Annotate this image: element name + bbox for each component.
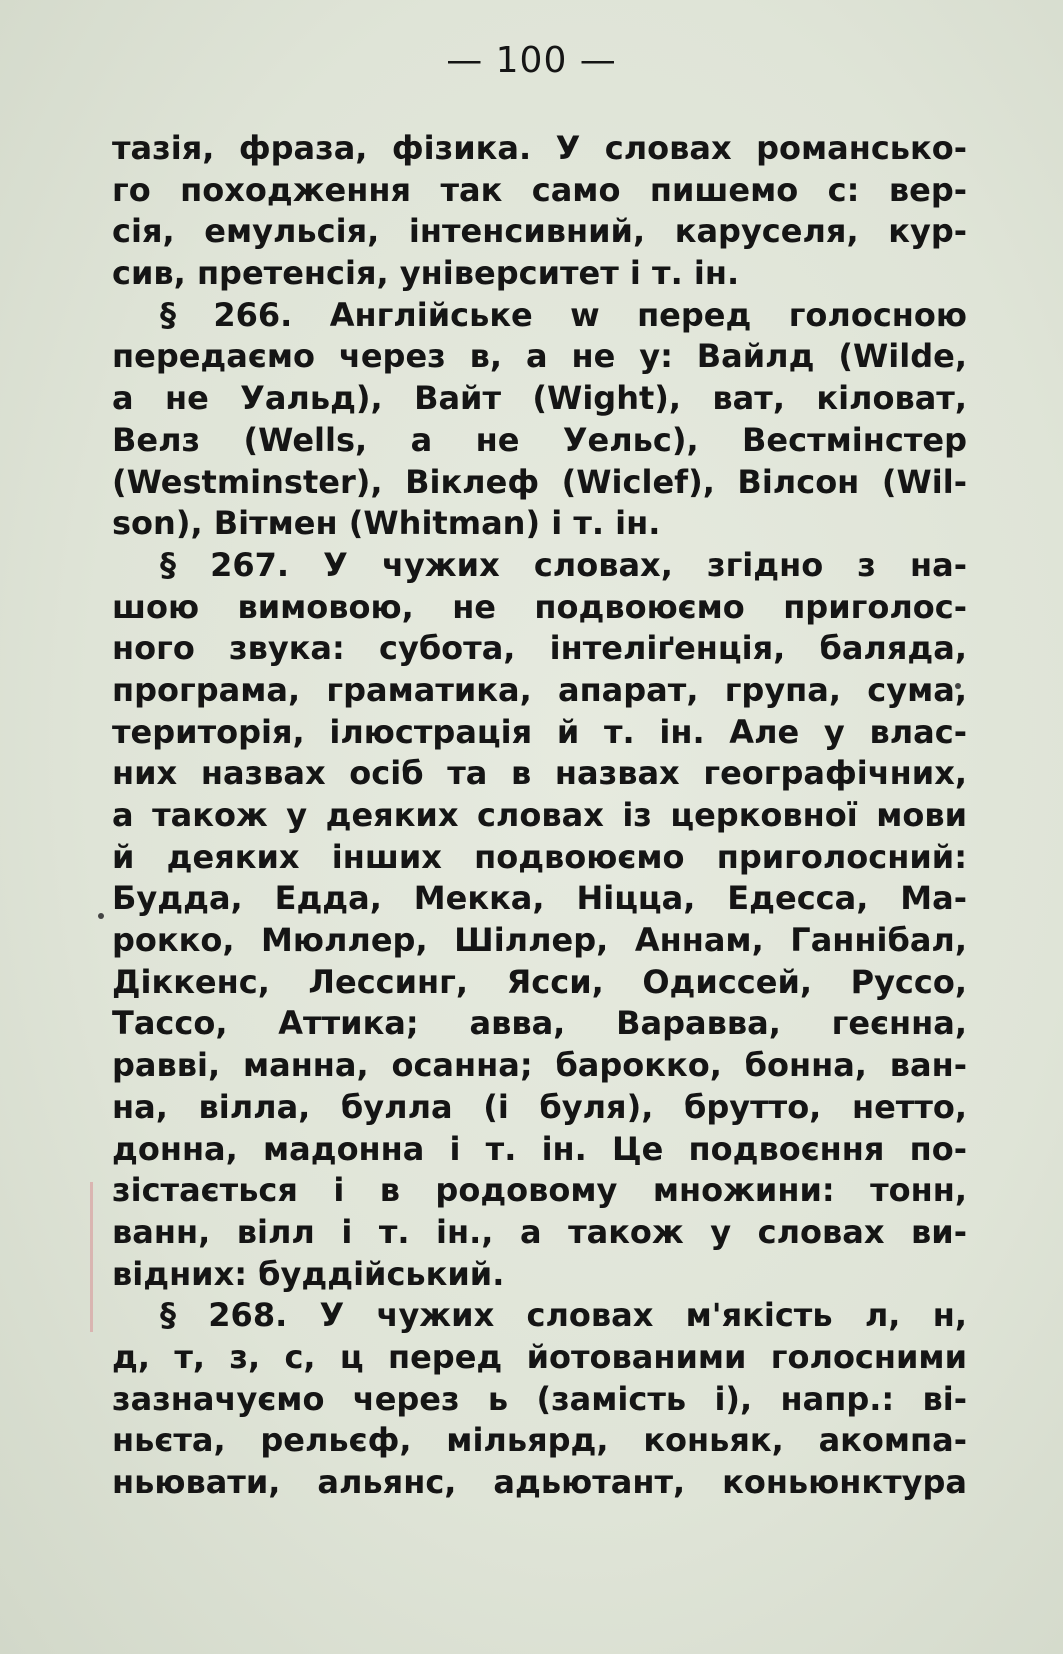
text-line: тазія, фраза, фізика. У словах романсько- bbox=[112, 129, 967, 167]
text-line: зазначуємо через ь (замість і), напр.: ві- bbox=[112, 1379, 967, 1418]
text-line: сив, претенсія, університет і т. ін. bbox=[112, 254, 740, 293]
section-266-heading: § 266. Англійське w перед голосною bbox=[160, 295, 967, 334]
text-line: Будда, Едда, Мекка, Ніцца, Едесса, Ма- bbox=[112, 879, 967, 918]
text-line: ванн, вілл і т. ін., а також у словах ви- bbox=[112, 1212, 967, 1251]
text-line: донна, мадонна і т. ін. Це подвоєння по- bbox=[112, 1129, 967, 1168]
text-line: сія, емульсія, інтенсивний, каруселя, кур- bbox=[112, 212, 967, 251]
text-line: ньювати, альянс, адьютант, коньюнктура bbox=[112, 1463, 967, 1501]
text-line: ного звука: субота, інтеліґенція, баляда, bbox=[112, 629, 967, 668]
text-line: відних: буддійський. bbox=[112, 1254, 505, 1293]
section-267-heading: § 267. У чужих словах, згідно з на- bbox=[160, 545, 967, 584]
text-line: Велз (Wells, а не Уельс), Вестмінстер bbox=[112, 420, 967, 459]
text-line: ньєта, рельєф, мільярд, коньяк, акомпа- bbox=[112, 1421, 967, 1460]
text-line: (Westminster), Віклеф (Wiclef), Вілсон (Wil- bbox=[112, 462, 967, 501]
text-line: передаємо через в, а не у: Вайлд (Wilde, bbox=[112, 337, 967, 376]
text-line: програма, граматика, апарат, група, сума, bbox=[112, 670, 967, 709]
text-line: а не Уальд), Вайт (Wight), ват, кіловат, bbox=[112, 379, 967, 418]
text-line: рокко, Мюллер, Шіллер, Аннам, Ганнібал, bbox=[112, 921, 967, 960]
text-line: а також у деяких словах із церковної мови bbox=[112, 796, 967, 834]
page-number: — 100 — bbox=[446, 40, 617, 81]
text-line: зістається і в родовому множини: тонн, bbox=[112, 1171, 967, 1210]
text-line: на, вілла, булла (і буля), брутто, нетто, bbox=[112, 1087, 967, 1126]
text-line: го походження так само пишемо с: вер- bbox=[112, 170, 967, 209]
stray-dot bbox=[98, 913, 104, 919]
text-line: й деяких інших подвоюємо приголосний: bbox=[112, 837, 967, 876]
text-line: шою вимовою, не подвоюємо приголос- bbox=[112, 587, 967, 626]
text-line: Діккенс, Лессинг, Ясси, Одиссей, Руссо, bbox=[112, 962, 967, 1001]
text-line: них назвах осіб та в назвах географічних, bbox=[112, 754, 967, 793]
body-text bbox=[112, 128, 967, 1504]
section-268-heading: § 268. У чужих словах м'якість л, н, bbox=[160, 1296, 967, 1335]
text-line: son), Вітмен (Whitman) і т. ін. bbox=[112, 504, 661, 543]
text-line: д, т, з, с, ц перед йотованими голосними bbox=[112, 1337, 967, 1376]
text-line: територія, ілюстрація й т. ін. Але у влас- bbox=[112, 712, 967, 751]
text-line: Тассо, Аттика; авва, Варавва, геєнна, bbox=[112, 1004, 967, 1043]
margin-mark bbox=[90, 1182, 93, 1332]
text-line: раввi, манна, осанна; барокко, бонна, ван- bbox=[112, 1046, 967, 1085]
